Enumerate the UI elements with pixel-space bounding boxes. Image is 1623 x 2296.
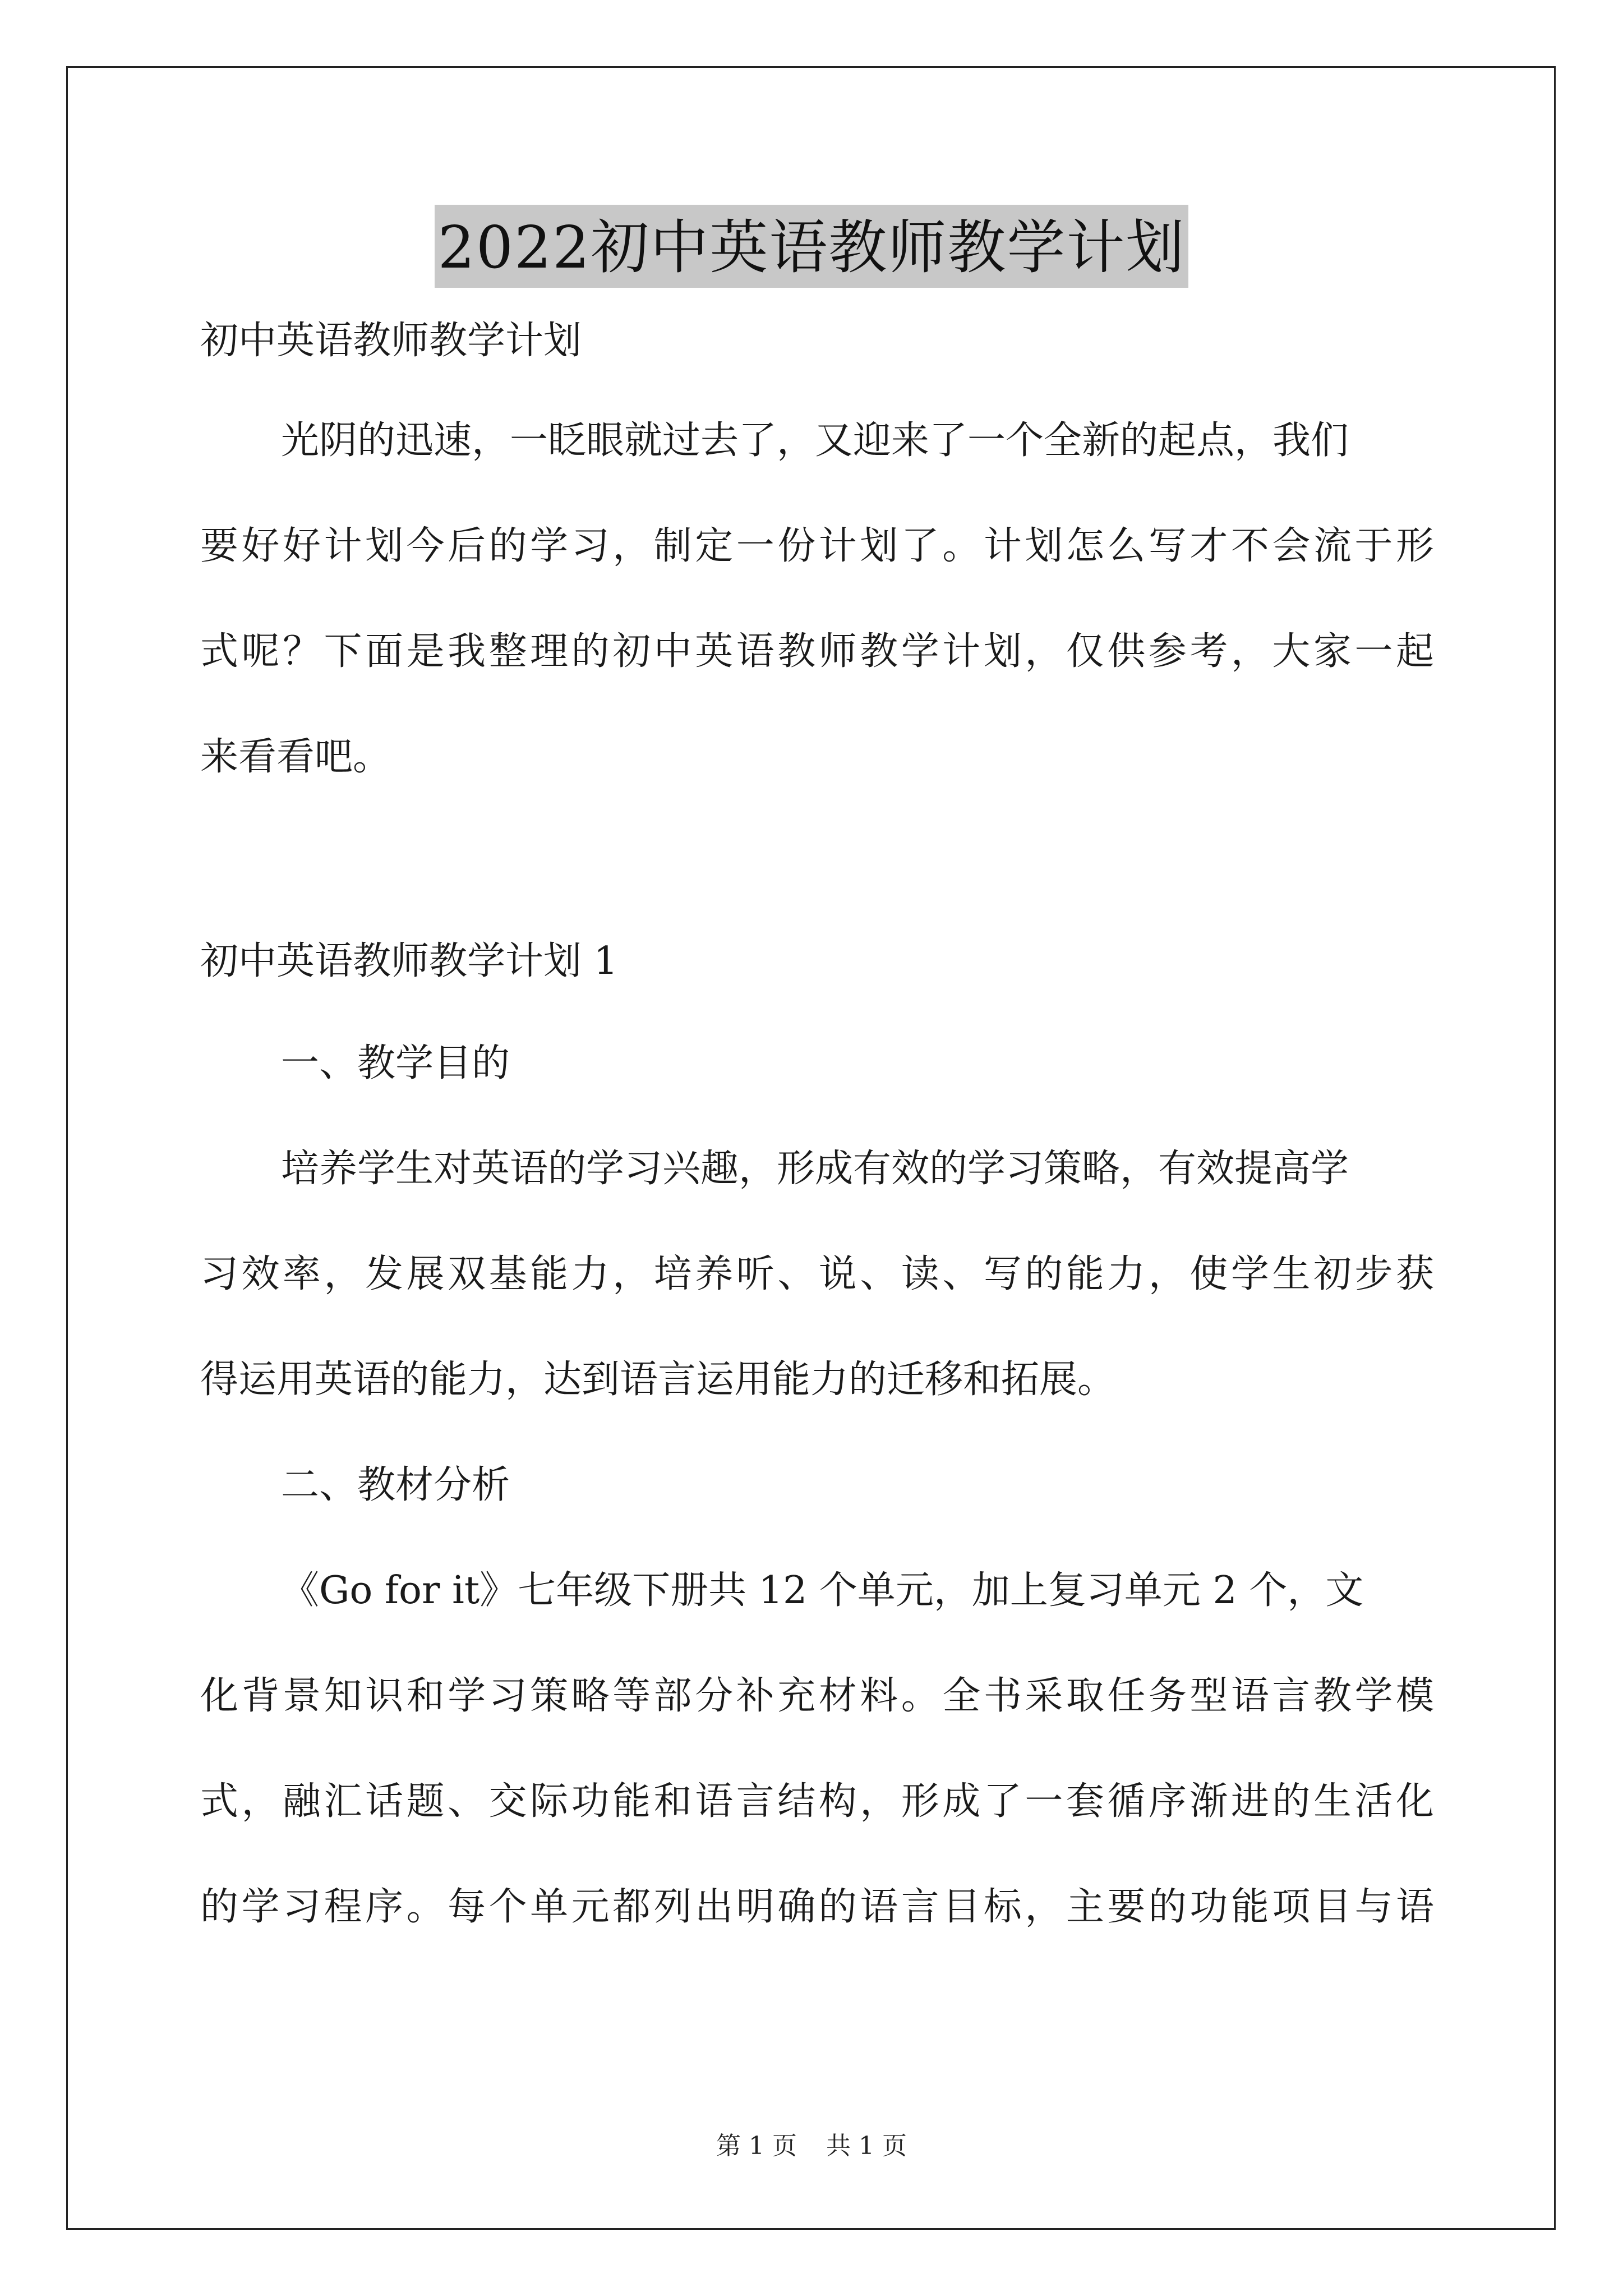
paragraph-2-line-4: 的学习程序。每个单元都列出明确的语言目标，主要的功能项目与语 [200, 1885, 1434, 1929]
paragraph-2-line-2: 化背景知识和学习策略等部分补充材料。全书采取任务型语言教学模 [200, 1674, 1434, 1718]
paragraph-2-line-1: 《Go for it》七年级下册共 12 个单元，加上复习单元 2 个，文 [281, 1568, 1364, 1613]
page-total: 共 1 页 [826, 2132, 907, 2160]
paragraph-1-line-3: 得运用英语的能力，达到语言运用能力的迁移和拓展。 [200, 1358, 1116, 1402]
heading-line: 初中英语教师教学计划 [200, 319, 582, 363]
document-title: 2022初中英语教师教学计划 [435, 205, 1189, 288]
intro-line-2: 要好好计划今后的学习，制定一份计划了。计划怎么写才不会流于形 [200, 524, 1434, 568]
intro-line-1: 光阴的迅速，一眨眼就过去了，又迎来了一个全新的起点，我们 [281, 418, 1349, 463]
intro-line-4: 来看看吧。 [200, 735, 391, 779]
paragraph-1-line-2: 习效率，发展双基能力，培养听、说、读、写的能力，使学生初步获 [200, 1252, 1434, 1296]
intro-line-3: 式呢？下面是我整理的初中英语教师教学计划，仅供参考，大家一起 [200, 629, 1434, 674]
section-heading: 初中英语教师教学计划 1 [200, 939, 618, 983]
paragraph-2-line-3: 式，融汇话题、交际功能和语言结构，形成了一套循序渐进的生活化 [200, 1779, 1434, 1824]
subheading-1: 一、教学目的 [281, 1041, 510, 1085]
title-wrap [0, 205, 1623, 288]
subheading-2: 二、教材分析 [281, 1463, 510, 1507]
page-number: 第 1 页 [716, 2132, 797, 2160]
page-footer [0, 2129, 1623, 2163]
paragraph-1-line-1: 培养学生对英语的学习兴趣，形成有效的学习策略，有效提高学 [281, 1147, 1349, 1191]
